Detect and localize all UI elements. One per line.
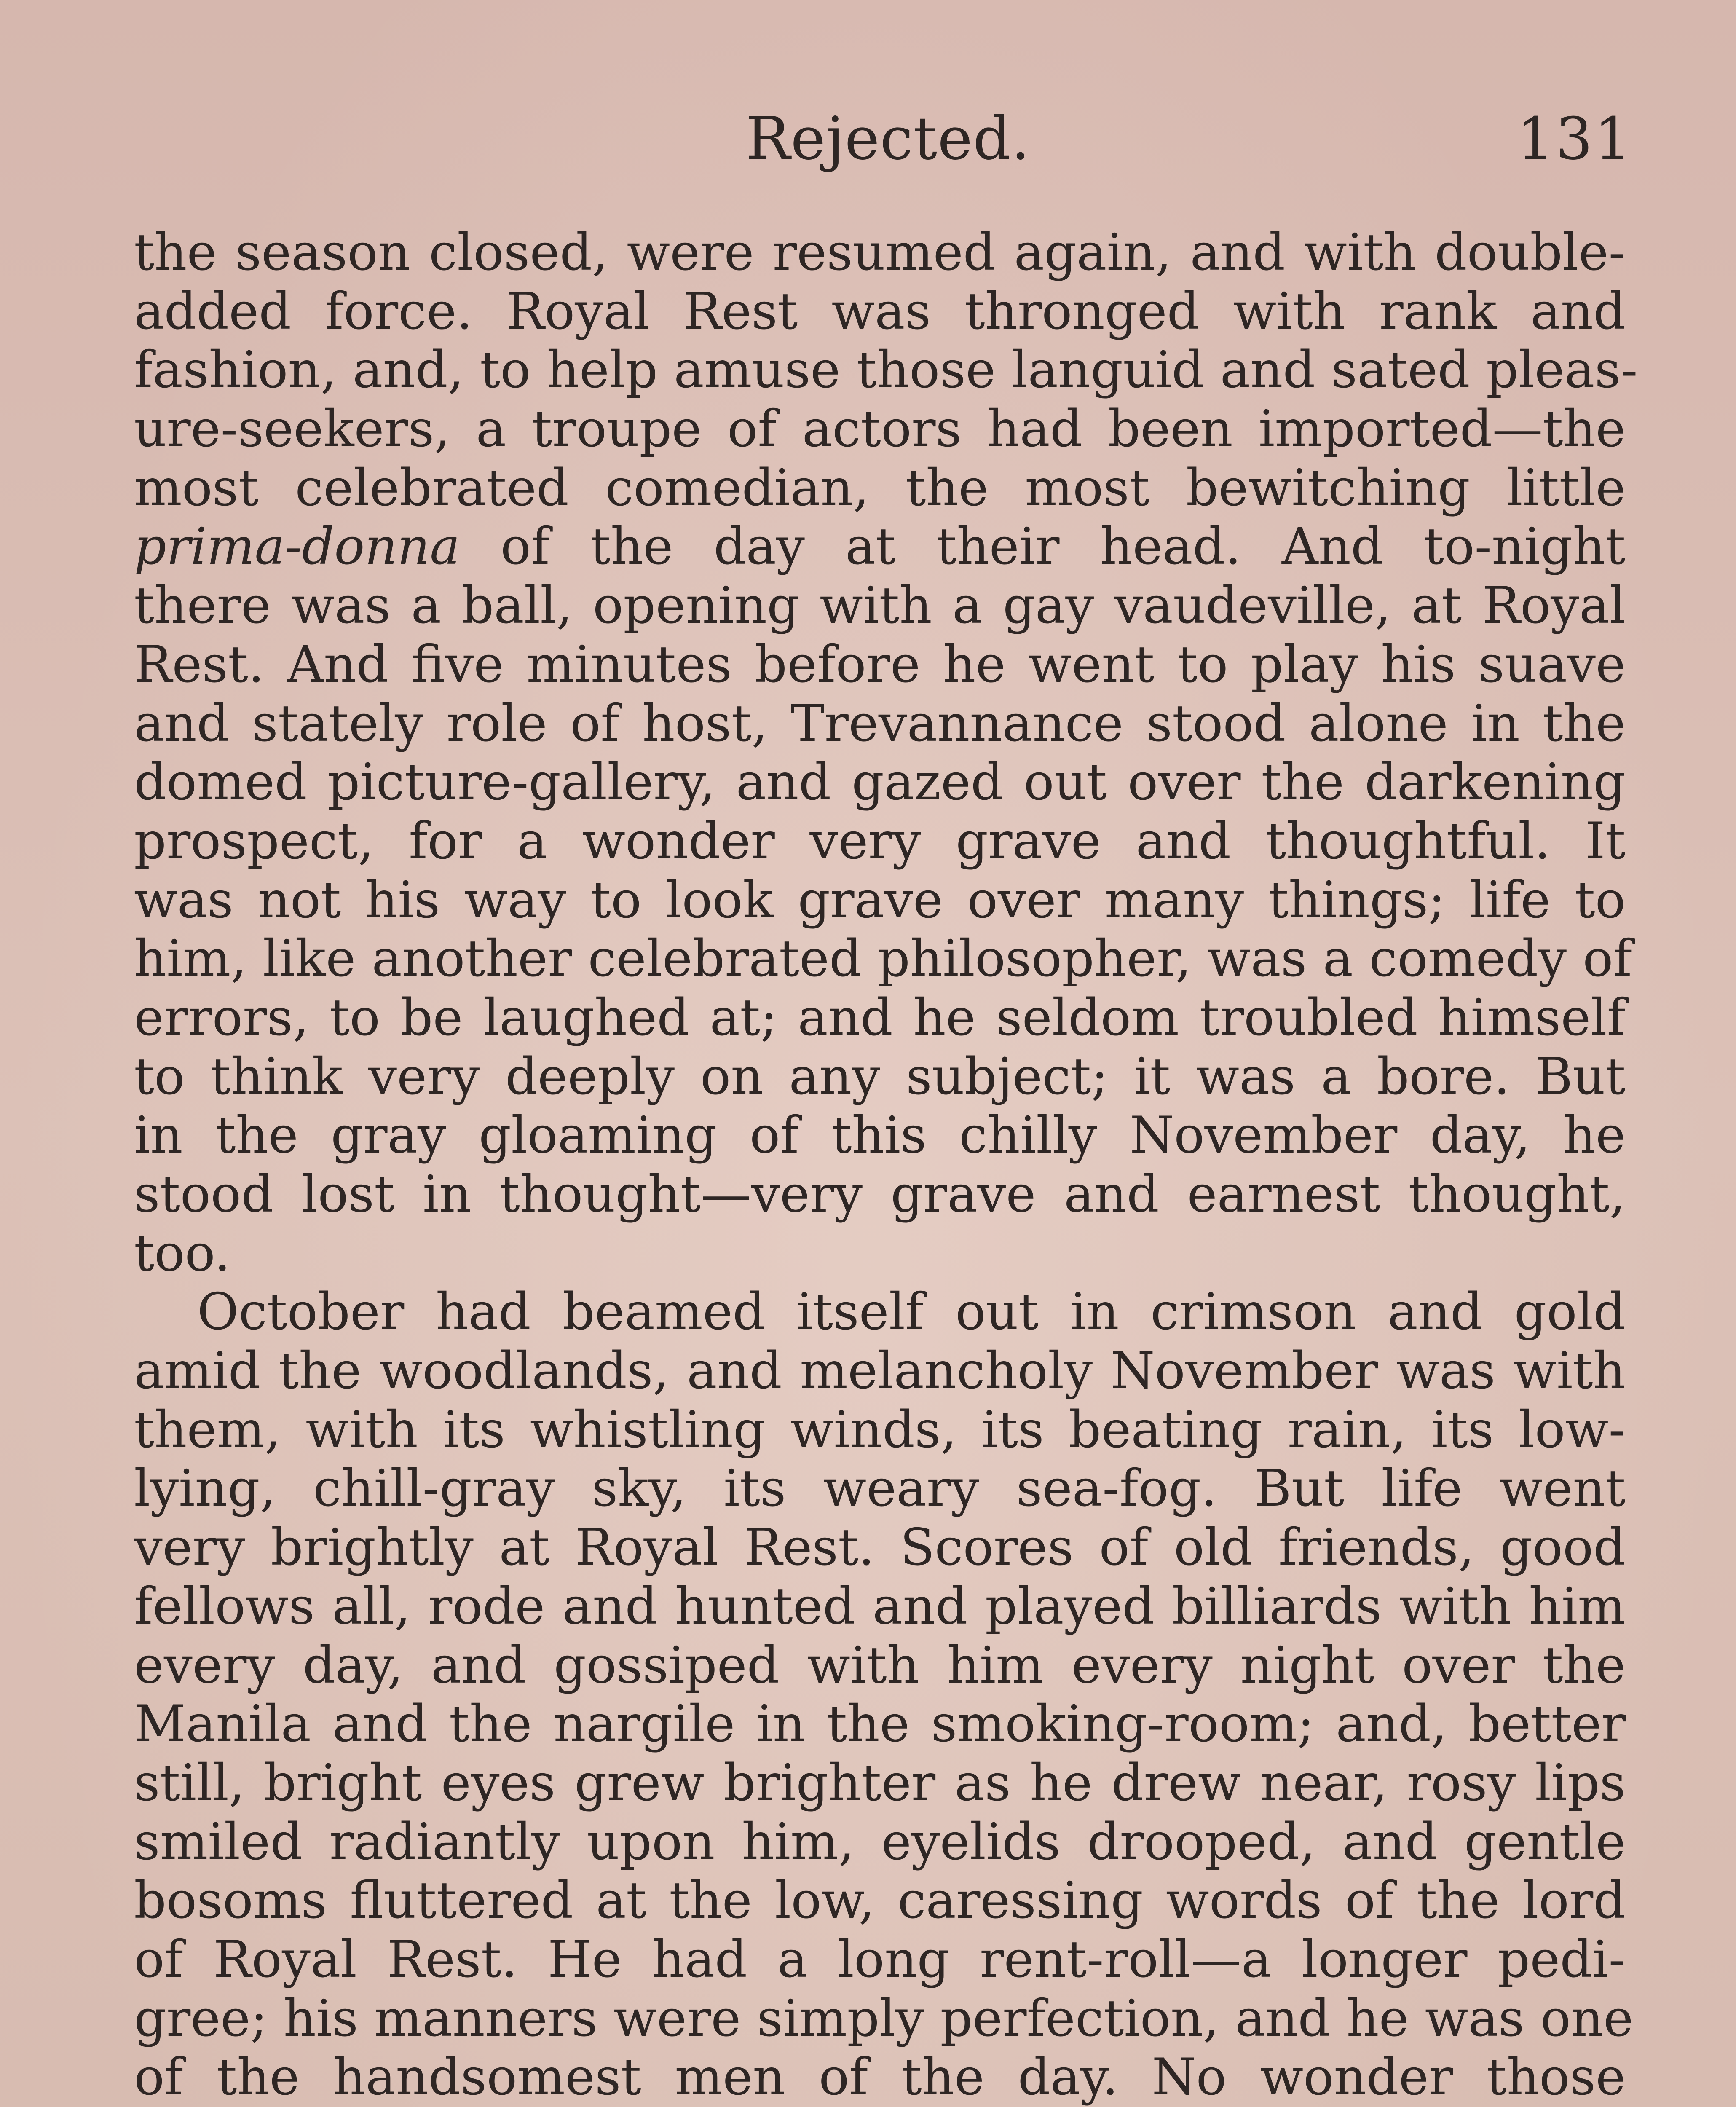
- text-line: and stately role of host, Trevannance stood alone in the: [134, 694, 1626, 753]
- text-line: stood lost in thought—very grave and earnest thought,: [134, 1165, 1626, 1224]
- text-line: prospect, for a wonder very grave and thoughtful. It: [134, 812, 1626, 871]
- text-line: very brightly at Royal Rest. Scores of old friends, good: [134, 1518, 1626, 1577]
- text-line: still, bright eyes grew brighter as he drew near, rosy lips: [134, 1753, 1626, 1812]
- text-line: errors, to be laughed at; and he seldom troubled himself: [134, 988, 1626, 1047]
- text-line: there was a ball, opening with a gay vaudeville, at Royal: [134, 576, 1626, 635]
- text-line: Rest. And five minutes before he went to play his suave: [134, 635, 1626, 694]
- text-line: ure-seekers, a troupe of actors had been imported—the: [134, 400, 1626, 459]
- text-line: of Royal Rest. He had a long rent-roll—a longer pedi-: [134, 1930, 1626, 1989]
- running-head: [0, 105, 1736, 181]
- italic-term: prima-donna: [134, 517, 460, 576]
- text-line: October had beamed itself out in crimson and gold: [197, 1283, 1626, 1342]
- text-line: added force. Royal Rest was thronged with rank and: [134, 282, 1626, 341]
- text-line: them, with its whistling winds, its beating rain, its low-: [134, 1400, 1626, 1459]
- text-line: to think very deeply on any subject; it was a bore. But: [134, 1047, 1626, 1106]
- page-number: 131: [1517, 105, 1633, 173]
- text-line: fashion, and, to help amuse those languid and sated pleas-: [134, 341, 1638, 400]
- text-line: prima-donna of the day at their head. And to-night: [134, 517, 1626, 576]
- text-line: of the handsomest men of the day. No wonder those: [134, 2048, 1626, 2107]
- text-line: was not his way to look grave over many things; life to: [134, 871, 1626, 930]
- text-line: too.: [134, 1224, 230, 1283]
- text-line: every day, and gossiped with him every night over the: [134, 1636, 1626, 1695]
- text-line: in the gray gloaming of this chilly November day, he: [134, 1106, 1626, 1165]
- text-line: the season closed, were resumed again, and with double-: [134, 223, 1626, 282]
- text-line: domed picture-gallery, and gazed out over the darkening: [134, 753, 1626, 812]
- text-line: most celebrated comedian, the most bewitching little: [134, 458, 1626, 517]
- running-title: Rejected.: [746, 105, 1031, 173]
- text-line: him, like another celebrated philosopher, was a comedy of: [134, 930, 1632, 989]
- text-line: amid the woodlands, and melancholy November was with: [134, 1342, 1626, 1401]
- text-line: Manila and the nargile in the smoking-room; and, better: [134, 1695, 1626, 1754]
- text-line: fellows all, rode and hunted and played billiards with him: [134, 1577, 1626, 1636]
- body-text: [134, 223, 1638, 2107]
- text-line: lying, chill-gray sky, its weary sea-fog. But life went: [134, 1459, 1626, 1518]
- text-line: smiled radiantly upon him, eyelids drooped, and gentle: [134, 1812, 1626, 1871]
- text-line: gree; his manners were simply perfection, and he was one: [134, 1989, 1634, 2048]
- text-line: bosoms fluttered at the low, caressing words of the lord: [134, 1871, 1626, 1930]
